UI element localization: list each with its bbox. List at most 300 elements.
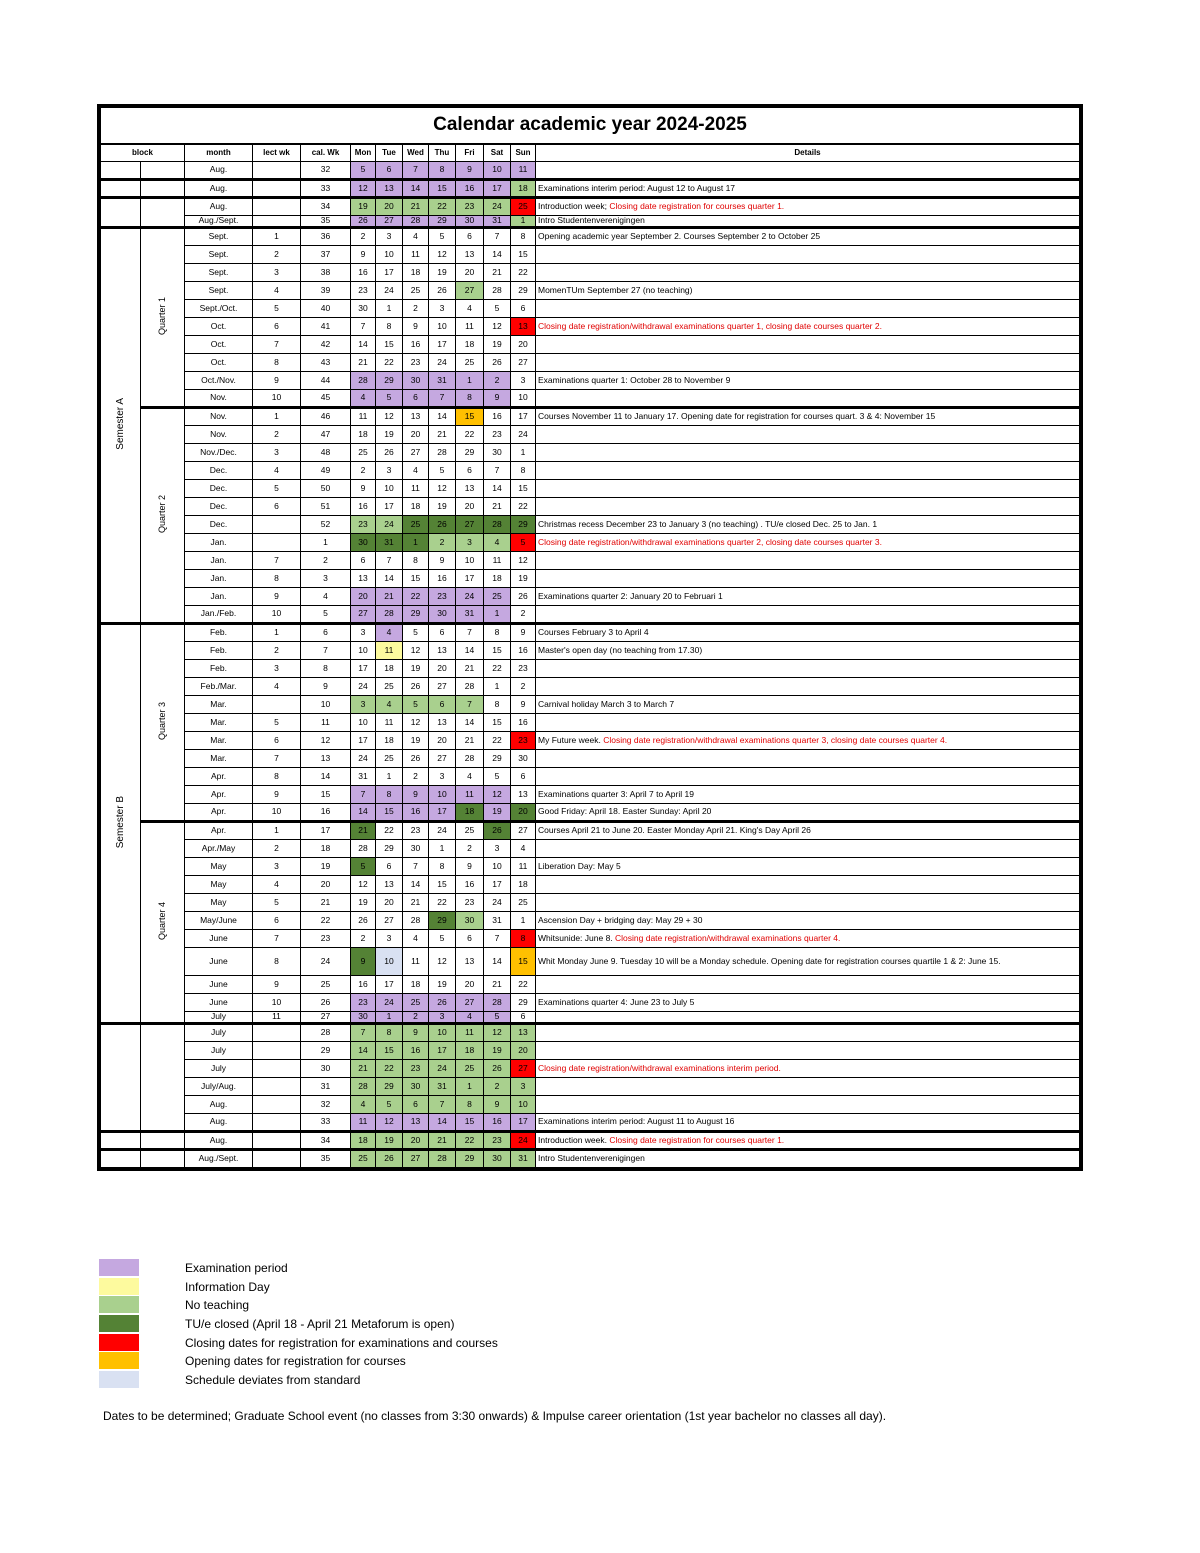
- day-cell-wed: 5: [403, 624, 429, 642]
- day-cell-sat: 30: [484, 444, 511, 462]
- lecture-week-cell: 10: [253, 606, 301, 624]
- day-cell-sat: 25: [484, 588, 511, 606]
- month-cell: Aug./Sept.: [185, 216, 253, 228]
- day-cell-sat: 21: [484, 264, 511, 282]
- lecture-week-cell: 8: [253, 768, 301, 786]
- day-cell-tue: 17: [376, 976, 403, 994]
- month-cell: Apr.: [185, 768, 253, 786]
- week-row: [101, 1060, 1080, 1078]
- lecture-week-cell: 3: [253, 660, 301, 678]
- day-cell-mon: 28: [351, 372, 376, 390]
- lecture-week-cell: 10: [253, 390, 301, 408]
- details-cell: [536, 786, 1080, 804]
- day-cell-mon: 21: [351, 354, 376, 372]
- day-cell-sun: 15: [511, 246, 536, 264]
- day-cell-fri: 27: [456, 994, 484, 1012]
- week-row: [101, 498, 1080, 516]
- lecture-week-cell: 9: [253, 372, 301, 390]
- day-cell-sat: 19: [484, 1042, 511, 1060]
- calendar-week-cell: 48: [301, 444, 351, 462]
- details-cell: [536, 228, 1080, 246]
- details-text: Courses November 11 to January 17. Opening date for registration for courses quart. 3 & 4: November 15: [538, 411, 936, 422]
- lecture-week-cell: [253, 534, 301, 552]
- details-cell: [536, 180, 1080, 198]
- day-cell-thu: 22: [429, 894, 456, 912]
- details-cell: [536, 264, 1080, 282]
- day-cell-mon: 16: [351, 498, 376, 516]
- header-lecture-week: lect wk: [253, 144, 301, 162]
- month-cell: Mar.: [185, 714, 253, 732]
- day-cell-wed: 11: [403, 246, 429, 264]
- lecture-week-cell: 1: [253, 822, 301, 840]
- week-row: [101, 994, 1080, 1012]
- lecture-week-cell: 6: [253, 498, 301, 516]
- day-cell-sun: 27: [511, 822, 536, 840]
- day-cell-sat: 23: [484, 426, 511, 444]
- calendar-week-cell: 35: [301, 1150, 351, 1168]
- week-row: [101, 180, 1080, 198]
- details-cell: [536, 678, 1080, 696]
- month-cell: Dec.: [185, 516, 253, 534]
- day-cell-mon: 25: [351, 1150, 376, 1168]
- day-cell-mon: 21: [351, 822, 376, 840]
- day-cell-mon: 7: [351, 786, 376, 804]
- day-cell-mon: 11: [351, 408, 376, 426]
- day-cell-sat: 9: [484, 1096, 511, 1114]
- day-cell-thu: 7: [429, 1096, 456, 1114]
- day-cell-sat: 14: [484, 948, 511, 976]
- month-cell: Oct.: [185, 336, 253, 354]
- legend-swatch: [99, 1334, 139, 1351]
- day-cell-wed: 28: [403, 912, 429, 930]
- calendar-week-cell: 10: [301, 696, 351, 714]
- day-cell-mon: 14: [351, 336, 376, 354]
- day-cell-mon: 3: [351, 624, 376, 642]
- details-cell: [536, 216, 1080, 228]
- day-cell-fri: 27: [456, 516, 484, 534]
- week-row: [101, 354, 1080, 372]
- header-mon: Mon: [351, 144, 376, 162]
- calendar-week-cell: 30: [301, 1060, 351, 1078]
- sub-block-cell: [141, 1024, 185, 1132]
- calendar-week-cell: 50: [301, 480, 351, 498]
- legend-swatch: [99, 1296, 139, 1313]
- day-cell-thu: 9: [429, 552, 456, 570]
- details-text: Examinations quarter 4: June 23 to July 5: [538, 996, 695, 1007]
- month-cell: May/June: [185, 912, 253, 930]
- day-cell-mon: 28: [351, 1078, 376, 1096]
- legend-label: Closing dates for registration for examinations and courses: [185, 1335, 498, 1350]
- details-cell: [536, 444, 1080, 462]
- day-cell-thu: 17: [429, 336, 456, 354]
- day-cell-fri: 16: [456, 180, 484, 198]
- day-cell-tue: 12: [376, 408, 403, 426]
- day-cell-tue: 1: [376, 1012, 403, 1024]
- calendar-week-cell: 16: [301, 804, 351, 822]
- block-cell: [101, 180, 141, 198]
- day-cell-tue: 15: [376, 336, 403, 354]
- day-cell-wed: 18: [403, 976, 429, 994]
- day-cell-fri: 31: [456, 606, 484, 624]
- calendar-week-cell: 6: [301, 624, 351, 642]
- day-cell-mon: 16: [351, 264, 376, 282]
- day-cell-wed: 16: [403, 336, 429, 354]
- day-cell-sat: 17: [484, 876, 511, 894]
- day-cell-mon: 30: [351, 300, 376, 318]
- details-cell: [536, 858, 1080, 876]
- day-cell-wed: 18: [403, 264, 429, 282]
- day-cell-sun: 19: [511, 570, 536, 588]
- calendar-week-cell: 2: [301, 552, 351, 570]
- details-cell: [536, 1114, 1080, 1132]
- day-cell-tue: 8: [376, 786, 403, 804]
- day-cell-sat: 21: [484, 498, 511, 516]
- day-cell-tue: 24: [376, 282, 403, 300]
- day-cell-tue: 13: [376, 876, 403, 894]
- day-cell-wed: 22: [403, 588, 429, 606]
- lecture-week-cell: [253, 1096, 301, 1114]
- month-cell: Mar.: [185, 750, 253, 768]
- day-cell-mon: 25: [351, 444, 376, 462]
- day-cell-mon: 28: [351, 840, 376, 858]
- lecture-week-cell: [253, 516, 301, 534]
- details-cell: [536, 588, 1080, 606]
- day-cell-wed: 6: [403, 1096, 429, 1114]
- week-row: [101, 1078, 1080, 1096]
- day-cell-thu: 23: [429, 588, 456, 606]
- details-text: Examinations interim period: August 11 to August 16: [538, 1116, 735, 1127]
- day-cell-thu: 27: [429, 678, 456, 696]
- lecture-week-cell: 2: [253, 642, 301, 660]
- day-cell-sat: 22: [484, 732, 511, 750]
- day-cell-thu: 12: [429, 948, 456, 976]
- day-cell-fri: 8: [456, 390, 484, 408]
- day-cell-sat: 31: [484, 216, 511, 228]
- day-cell-thu: 26: [429, 994, 456, 1012]
- day-cell-sat: 26: [484, 1060, 511, 1078]
- sub-block-cell: [141, 180, 185, 198]
- day-cell-fri: 18: [456, 804, 484, 822]
- day-cell-fri: 11: [456, 1024, 484, 1042]
- calendar-week-cell: 15: [301, 786, 351, 804]
- month-cell: Jan.: [185, 588, 253, 606]
- quarter-2-label-text: Quarter 2: [156, 495, 167, 534]
- calendar-week-cell: 31: [301, 1078, 351, 1096]
- week-row: [101, 534, 1080, 552]
- day-cell-sun: 29: [511, 282, 536, 300]
- week-row: [101, 1132, 1080, 1150]
- details-cell: [536, 162, 1080, 180]
- day-cell-fri: 25: [456, 1060, 484, 1078]
- footnote: Dates to be determined; Graduate School event (no classes from 3:30 onwards) & Impulse career orientation (1st year bachelor no classes all day).: [103, 1409, 887, 1423]
- calendar-week-cell: 47: [301, 426, 351, 444]
- day-cell-wed: 13: [403, 408, 429, 426]
- day-cell-mon: 13: [351, 570, 376, 588]
- legend-swatch: [99, 1352, 139, 1369]
- day-cell-sun: 25: [511, 894, 536, 912]
- calendar-week-cell: 37: [301, 246, 351, 264]
- details-text: Closing date registration for courses quarter 1.: [609, 1134, 785, 1145]
- day-cell-thu: 28: [429, 444, 456, 462]
- details-cell: [536, 1012, 1080, 1024]
- day-cell-sun: 20: [511, 336, 536, 354]
- day-cell-tue: 22: [376, 1060, 403, 1078]
- day-cell-thu: 19: [429, 976, 456, 994]
- lecture-week-cell: 7: [253, 336, 301, 354]
- day-cell-wed: 6: [403, 390, 429, 408]
- day-cell-fri: 16: [456, 876, 484, 894]
- block-cell: [101, 198, 141, 228]
- day-cell-wed: 14: [403, 876, 429, 894]
- details-cell: [536, 198, 1080, 216]
- week-row: [101, 1096, 1080, 1114]
- quarter-2-label: [141, 408, 185, 624]
- day-cell-tue: 17: [376, 264, 403, 282]
- day-cell-thu: 12: [429, 246, 456, 264]
- sub-block-cell: [141, 1132, 185, 1150]
- month-cell: May: [185, 876, 253, 894]
- details-cell: [536, 1042, 1080, 1060]
- lecture-week-cell: 6: [253, 318, 301, 336]
- day-cell-sun: 18: [511, 876, 536, 894]
- day-cell-mon: 6: [351, 552, 376, 570]
- day-cell-tue: 10: [376, 948, 403, 976]
- calendar-week-cell: 14: [301, 768, 351, 786]
- month-cell: Apr.: [185, 822, 253, 840]
- day-cell-thu: 13: [429, 642, 456, 660]
- block-cell: [101, 1150, 141, 1168]
- day-cell-mon: 19: [351, 198, 376, 216]
- day-cell-fri: 18: [456, 1042, 484, 1060]
- day-cell-wed: 2: [403, 1012, 429, 1024]
- month-cell: Feb.: [185, 642, 253, 660]
- month-cell: Aug.: [185, 1132, 253, 1150]
- month-cell: July: [185, 1042, 253, 1060]
- details-cell: [536, 696, 1080, 714]
- day-cell-thu: 19: [429, 264, 456, 282]
- day-cell-thu: 19: [429, 498, 456, 516]
- semester-b-label: [101, 624, 141, 1024]
- day-cell-sat: 14: [484, 246, 511, 264]
- day-cell-fri: 20: [456, 976, 484, 994]
- day-cell-tue: 29: [376, 372, 403, 390]
- day-cell-fri: 29: [456, 1150, 484, 1168]
- week-row: [101, 462, 1080, 480]
- lecture-week-cell: 7: [253, 930, 301, 948]
- details-text: Master's open day (no teaching from 17.30): [538, 644, 703, 655]
- week-row: [101, 1024, 1080, 1042]
- week-row: [101, 840, 1080, 858]
- details-cell: [536, 606, 1080, 624]
- details-cell: [536, 822, 1080, 840]
- lecture-week-cell: 8: [253, 948, 301, 976]
- details-cell: [536, 282, 1080, 300]
- block-cell: [101, 162, 141, 180]
- header-sat: Sat: [484, 144, 511, 162]
- day-cell-sat: 26: [484, 822, 511, 840]
- day-cell-fri: 18: [456, 336, 484, 354]
- day-cell-tue: 26: [376, 1150, 403, 1168]
- month-cell: Jan./Feb.: [185, 606, 253, 624]
- day-cell-fri: 3: [456, 534, 484, 552]
- calendar-week-cell: 43: [301, 354, 351, 372]
- day-cell-mon: 19: [351, 894, 376, 912]
- week-row: [101, 570, 1080, 588]
- calendar-week-cell: 25: [301, 976, 351, 994]
- day-cell-sun: 11: [511, 162, 536, 180]
- legend-swatch: [99, 1278, 139, 1295]
- day-cell-wed: 2: [403, 768, 429, 786]
- day-cell-thu: 3: [429, 768, 456, 786]
- day-cell-sun: 23: [511, 660, 536, 678]
- calendar-week-cell: 46: [301, 408, 351, 426]
- day-cell-wed: 11: [403, 948, 429, 976]
- month-cell: Aug.: [185, 1096, 253, 1114]
- day-cell-sun: 15: [511, 480, 536, 498]
- day-cell-fri: 13: [456, 246, 484, 264]
- day-cell-wed: 7: [403, 858, 429, 876]
- details-cell: [536, 894, 1080, 912]
- day-cell-sun: 13: [511, 1024, 536, 1042]
- header-calendar-week: cal. Wk: [301, 144, 351, 162]
- calendar-week-cell: 33: [301, 1114, 351, 1132]
- week-row: [101, 552, 1080, 570]
- calendar-week-cell: 23: [301, 930, 351, 948]
- day-cell-sun: 2: [511, 606, 536, 624]
- lecture-week-cell: 2: [253, 840, 301, 858]
- day-cell-tue: 5: [376, 1096, 403, 1114]
- day-cell-fri: 21: [456, 732, 484, 750]
- lecture-week-cell: 7: [253, 552, 301, 570]
- day-cell-thu: 24: [429, 354, 456, 372]
- week-row: [101, 162, 1080, 180]
- details-cell: [536, 804, 1080, 822]
- day-cell-sat: 15: [484, 642, 511, 660]
- day-cell-fri: 2: [456, 840, 484, 858]
- day-cell-wed: 27: [403, 1150, 429, 1168]
- calendar-week-cell: 29: [301, 1042, 351, 1060]
- header-wed: Wed: [403, 144, 429, 162]
- calendar-week-cell: 8: [301, 660, 351, 678]
- week-row: [101, 372, 1080, 390]
- day-cell-sat: 3: [484, 840, 511, 858]
- day-cell-wed: 4: [403, 462, 429, 480]
- day-cell-sun: 29: [511, 516, 536, 534]
- details-cell: [536, 300, 1080, 318]
- day-cell-thu: 29: [429, 216, 456, 228]
- day-cell-thu: 5: [429, 228, 456, 246]
- day-cell-fri: 25: [456, 822, 484, 840]
- lecture-week-cell: 6: [253, 732, 301, 750]
- day-cell-mon: 9: [351, 246, 376, 264]
- day-cell-tue: 4: [376, 624, 403, 642]
- day-cell-wed: 4: [403, 930, 429, 948]
- calendar-week-cell: 7: [301, 642, 351, 660]
- calendar-week-cell: 24: [301, 948, 351, 976]
- day-cell-mon: 26: [351, 216, 376, 228]
- day-cell-sun: 5: [511, 534, 536, 552]
- lecture-week-cell: [253, 198, 301, 216]
- calendar-week-cell: 3: [301, 570, 351, 588]
- day-cell-thu: 31: [429, 1078, 456, 1096]
- lecture-week-cell: 8: [253, 354, 301, 372]
- day-cell-mon: 30: [351, 1012, 376, 1024]
- week-row: [101, 660, 1080, 678]
- lecture-week-cell: 1: [253, 408, 301, 426]
- day-cell-mon: 26: [351, 912, 376, 930]
- day-cell-sat: 2: [484, 372, 511, 390]
- header-thu: Thu: [429, 144, 456, 162]
- day-cell-tue: 8: [376, 1024, 403, 1042]
- lecture-week-cell: 9: [253, 786, 301, 804]
- day-cell-sun: 31: [511, 1150, 536, 1168]
- day-cell-fri: 28: [456, 678, 484, 696]
- day-cell-mon: 7: [351, 318, 376, 336]
- details-cell: [536, 1024, 1080, 1042]
- week-row: [101, 216, 1080, 228]
- day-cell-tue: 29: [376, 840, 403, 858]
- day-cell-wed: 25: [403, 994, 429, 1012]
- week-row: [101, 264, 1080, 282]
- week-row: [101, 768, 1080, 786]
- day-cell-wed: 18: [403, 498, 429, 516]
- day-cell-sun: 9: [511, 624, 536, 642]
- lecture-week-cell: 5: [253, 480, 301, 498]
- calendar-week-cell: 34: [301, 1132, 351, 1150]
- day-cell-sat: 5: [484, 768, 511, 786]
- day-cell-tue: 22: [376, 822, 403, 840]
- calendar-week-cell: 12: [301, 732, 351, 750]
- day-cell-tue: 19: [376, 426, 403, 444]
- day-cell-thu: 24: [429, 822, 456, 840]
- month-cell: Apr.: [185, 786, 253, 804]
- day-cell-fri: 6: [456, 228, 484, 246]
- details-cell: [536, 994, 1080, 1012]
- calendar-week-cell: 20: [301, 876, 351, 894]
- day-cell-fri: 4: [456, 768, 484, 786]
- details-text: Courses February 3 to April 4: [538, 627, 649, 638]
- lecture-week-cell: [253, 1150, 301, 1168]
- details-text: Closing date registration/withdrawal examinations interim period.: [538, 1062, 781, 1073]
- month-cell: Sept.: [185, 228, 253, 246]
- details-cell: [536, 552, 1080, 570]
- day-cell-tue: 18: [376, 732, 403, 750]
- day-cell-mon: 23: [351, 994, 376, 1012]
- day-cell-sat: 15: [484, 714, 511, 732]
- month-cell: May: [185, 894, 253, 912]
- month-cell: Nov.: [185, 408, 253, 426]
- day-cell-tue: 22: [376, 354, 403, 372]
- day-cell-thu: 31: [429, 372, 456, 390]
- day-cell-wed: 23: [403, 354, 429, 372]
- day-cell-wed: 5: [403, 696, 429, 714]
- day-cell-sun: 17: [511, 408, 536, 426]
- day-cell-sun: 29: [511, 994, 536, 1012]
- day-cell-mon: 5: [351, 162, 376, 180]
- week-row: [101, 642, 1080, 660]
- day-cell-wed: 15: [403, 570, 429, 588]
- day-cell-sun: 6: [511, 300, 536, 318]
- day-cell-fri: 27: [456, 282, 484, 300]
- header-fri: Fri: [456, 144, 484, 162]
- week-row: [101, 976, 1080, 994]
- month-cell: Mar.: [185, 696, 253, 714]
- sub-block-cell: [141, 162, 185, 180]
- calendar-week-cell: 40: [301, 300, 351, 318]
- day-cell-wed: 16: [403, 1042, 429, 1060]
- day-cell-wed: 26: [403, 678, 429, 696]
- details-text: Carnival holiday March 3 to March 7: [538, 698, 675, 709]
